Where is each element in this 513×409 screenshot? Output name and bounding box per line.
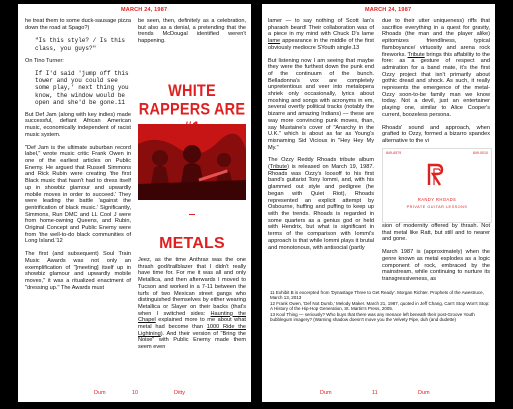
album-link[interactable]: 1000 Ride the Lightning — [138, 324, 246, 337]
footnotes — [270, 290, 490, 322]
footnote: 12 Frank Owen, 'Def Not Dumb,' Melody Maker. March 21, 1987, quoted in Jeff Chang, Can't Stop Won't Stop: A History of the Hip-Hop Generation, St. Martin's Press, 2005. — [270, 300, 490, 312]
right-page — [262, 4, 495, 402]
text-run: ) is released on March 19, 1987. Rhoads was Ozzy's loosoff to his first band's guitarist Tony Iommi, and, with his glammed out style and pedigree (he began with Quiet Riot), Rhoads represented an explicit attempt by Osbourne, huffing and puffing to keep up with the trends. Rhoads is regarded in some quarters as a genius god or held with Hendrix, but what is significant in terms of the comparison with Iommi's approach is that while Iommi plays it brutal and monotonous, with antisocial (partly — [268, 164, 374, 251]
text-run: The Ozzy Reddy Rhoads tribute album ( — [268, 157, 374, 171]
paragraph: be seen, then, definitely as a celebration, but also as a denial, a pretending that the trends McDougal identified weren't happening. — [138, 18, 246, 45]
footnote: 13 Kool Thing — seriously? Who buys that there was any menace left beneath their post-Groove Youth bubblegum imagery? (Warning shadow doesn't move you the Velvety Pipe, duh (and dudette) — [270, 311, 475, 323]
footer-left: Dum — [320, 390, 332, 396]
section-label: On Tino Turner: — [25, 57, 64, 64]
page-header — [18, 7, 251, 17]
footer-right: Ditty — [174, 390, 185, 396]
left-column-2 — [138, 18, 246, 51]
section-title: WHITE RAPPERS ARE — [138, 82, 246, 120]
paragraph — [138, 257, 246, 351]
paragraph: But Def Jam (along with key indies) made successful, defiant African American music, economically independent of racist music system. — [25, 111, 131, 138]
text-link[interactable]: lame — [268, 38, 281, 45]
page-footer — [18, 390, 251, 399]
paragraph — [382, 18, 490, 119]
footer-left: Dum — [94, 390, 106, 396]
section-title: METALS — [159, 235, 225, 252]
paragraph: he treat them to some duck-sausage pizza down the road at Spago?) — [25, 18, 131, 31]
phone-number: 849-6579 — [386, 151, 402, 155]
guitar-lessons-card — [382, 148, 492, 223]
paragraph: Rhoads' sound and approach, when grafted to Ozzy, formed a bizarro spandex alternative to the vi — [382, 124, 490, 144]
page-footer — [262, 390, 495, 399]
page-number: 10 — [132, 390, 139, 396]
right-column-2 — [382, 18, 490, 148]
paragraph: sion of modernity offered by thrash. Not that metal like Ratt, but still and to nearer and gone. — [382, 223, 490, 243]
quote-block: If I'd said 'jump off this tower and you could see some play,' next thing you know, the window would be open and she'd be gone.11 — [35, 70, 129, 106]
footer-right: Dum — [418, 390, 430, 396]
text-run: lamer — to say nothing of Scott Ian's pharaoh beard! Their collaboration was of a piece in my mind with Chuck D's lame — [268, 18, 374, 38]
left-column-1 — [25, 18, 131, 297]
paragraph: The first (and subsequent) Soul Train Music Awards was not only an exemplification of "[meeting] itself up in showbiz glamour and upwardly mobile moves," it was a ritualized enactment of "dressing up." The Awards must — [25, 251, 131, 291]
quote-block: "Is this style? / Is this class, you guys?" — [35, 37, 126, 52]
right-column-2-lower — [382, 223, 490, 285]
album-link[interactable]: Tribute — [269, 164, 288, 171]
left-page — [18, 4, 251, 402]
album-link[interactable]: Tribute — [407, 51, 425, 58]
text-run: ). And their version of "Bring the Noise" with Public Enemy made them seem even — [138, 330, 246, 351]
phone-number: 849-0010 — [472, 151, 488, 155]
divider — [189, 214, 195, 215]
page-header — [262, 7, 495, 17]
paragraph: But listening now I am seeing that maybe they were the furthest down the punk end of the continuum of the bunch. Belladonna's vox are completely unpretentious and veer into metalopera shriek only occasionally, lyrics about moshing and songs with acronyms in em, several overtly political tracks (notably the bizarre and amazing Indians) — these are way more convincing punk moves, than, say Mustaine's cover of "Anarchy in the U.K." which is about as far as Young's misnaming Sid Vicious in "Hey Hey My My." — [268, 57, 374, 151]
band-photo — [138, 124, 246, 200]
text-run: Jeez, as the time Anthrax was the one thrash god/trailblazer that I didn't really have time for. For me it was all and only Metallica, and then afterwards I moved to Tucson and worked in a 7-11 between the turfs of two Mexican street gangs who distinguished themselves by either wearing Metallica or Slayer on their backs (that's when I switched sides: — [138, 257, 246, 317]
paragraph: March 1987 is (approximately) when the genre known as metal explodes as a logic component of rock, embraced by the mainstream, while continuing to nurture its transgressiveness, as — [382, 249, 490, 282]
text-run: appearance in the middle of the first obviously mediocre SYouth single.13 — [268, 38, 374, 51]
footnote: 11 Exhibit B is excerpted from 'Dynastage Three to Get Ready'. Morgan Richter. Prophets of the Awestruce, March 13, 2013 — [270, 290, 484, 301]
right-column-1 — [268, 18, 374, 288]
teacher-name: RANDY RHOADS — [417, 197, 457, 202]
rr-logo-icon — [427, 163, 447, 187]
text-run: due to their utter uniqueness) riffs that sacrifice everything in a quest for gravity, Rhoads (the man and the player alike) epitomizes friendliness, typical flamboyance/ virtuosity and arena rock fireworks. — [382, 18, 490, 58]
paragraph: "Def Jam is the ultimate suburban record label," wrote music critic Frank Owen in one of the earliest articles on Public Enemy. He argued that Russell Simmons and Rick Rubin were creating 'the first Black music that hasn't had to dress itself up in showbiz glamour and upwardly mobile moves in order to succeed.' They were leading the battle 'against the gentrification of black music.' Significantly, Simmons, Run DMC and LL Cool J were from home-owning Queens, and Rubin, Original Concept and Public Enemy were from 'the well-to-do black communities of Long Island.'12 — [25, 144, 131, 245]
text-run: explained more to me about what metal had become than — [138, 317, 246, 331]
paragraph — [268, 157, 374, 251]
header-date: MARCH 24, 1987 — [121, 7, 168, 13]
text-run: brings this affability to the fore: as a gesture of respect and admiration for a band mate, it's the first Ozzy project that isn't primarily about gothic dread and shock. As such, it really represents the emergence of the metal-Ozzy soon-to-be family man we know today. Not a devil, just an entertainer playing one, similar to Alice Cooper's current, boozeless persona. — [382, 51, 490, 118]
album-link[interactable]: Haunting the Chapel — [138, 310, 246, 324]
header-date: MARCH 24, 1987 — [365, 7, 412, 13]
page-number: 11 — [372, 390, 378, 396]
paragraph — [268, 18, 374, 52]
card-subtitle: PRIVATE GUITAR LESSONS — [406, 205, 468, 209]
left-column-2-body — [138, 257, 246, 357]
